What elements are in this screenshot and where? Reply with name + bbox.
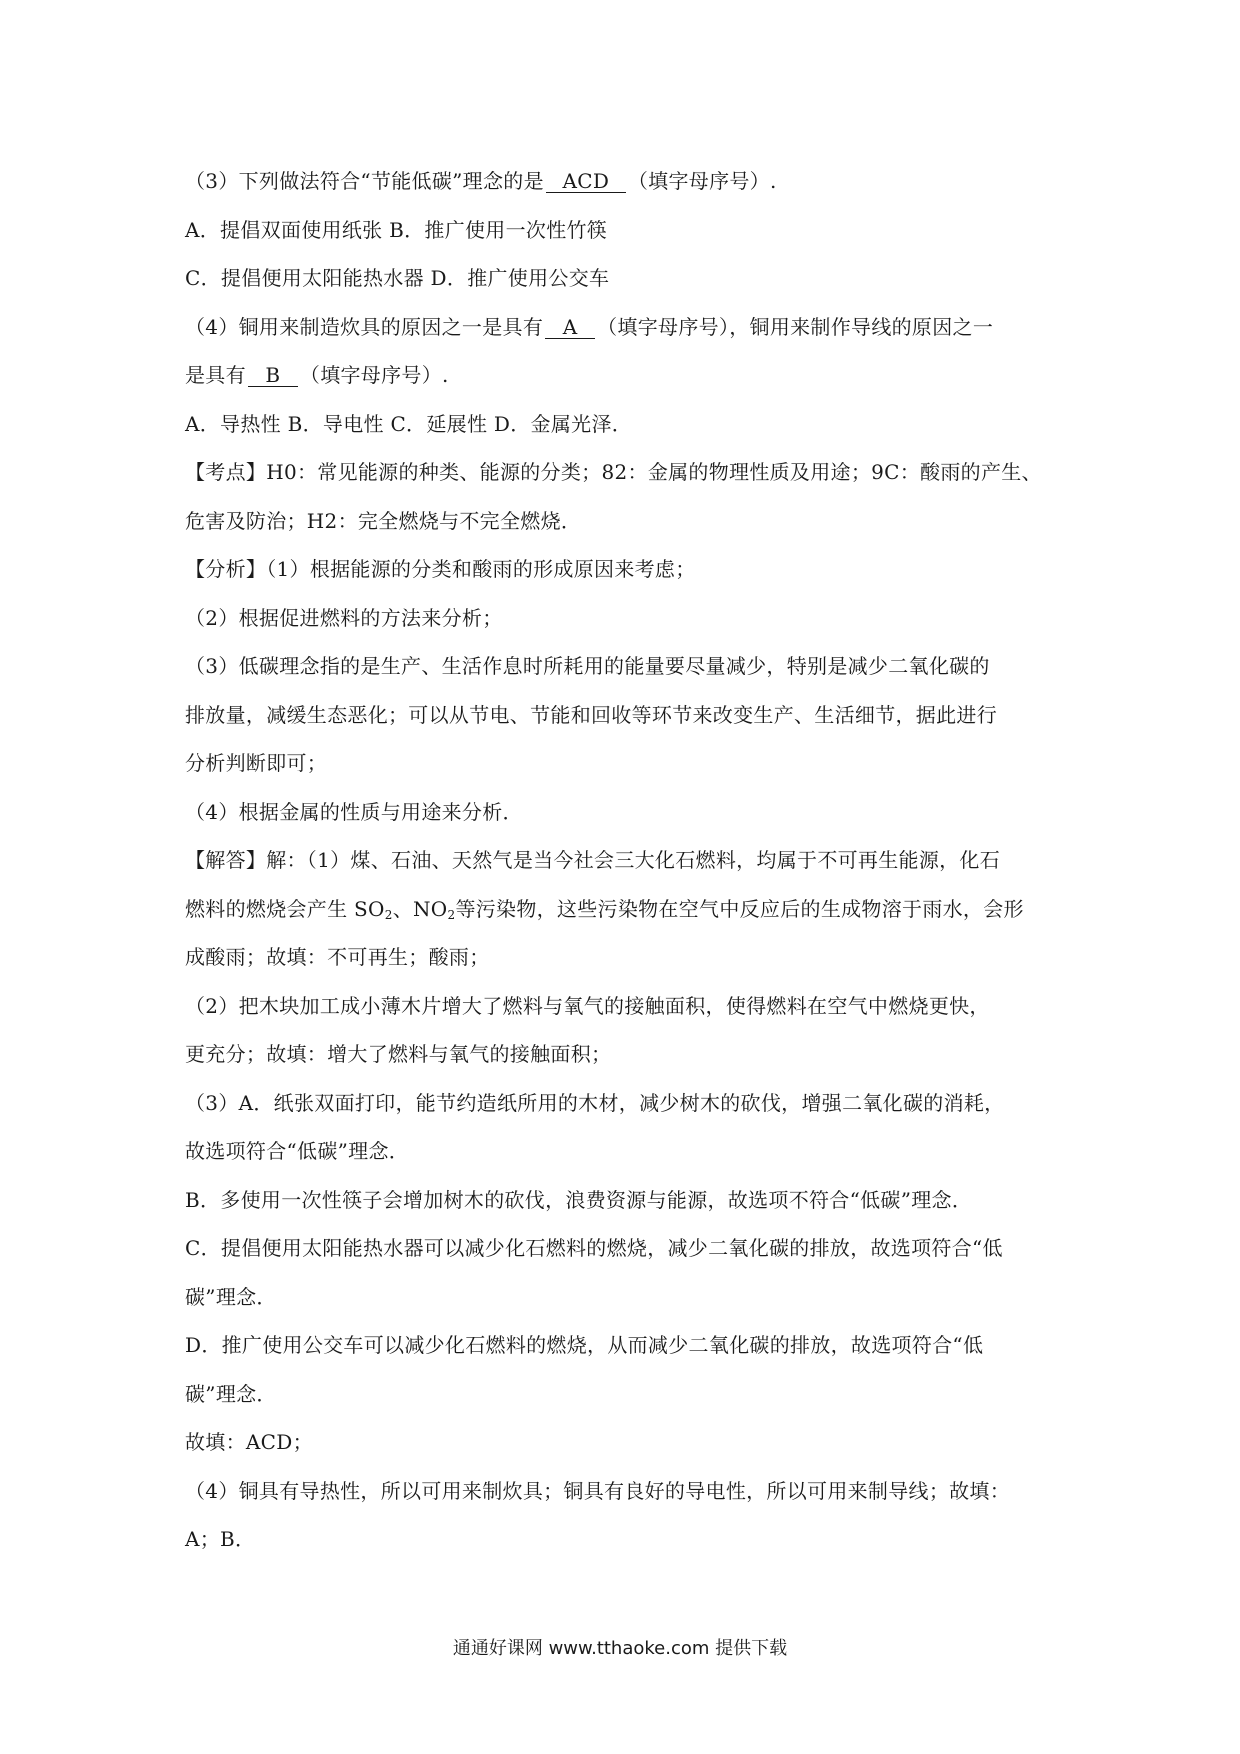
jieda-text-1: 解：（1）煤、石油、天然气是当今社会三大化石燃料，均属于不可再生能源，化石 (266, 848, 1001, 872)
footer-watermark: 通通好课网 www.tthaoke.com 提供下载 (452, 1638, 788, 1659)
fenxi-line-3: （3）低碳理念指的是生产、生活作息时所耗用的能量要尽量减少，特别是减少二氧化碳的 (185, 654, 990, 678)
q4-part3: 是具有 (185, 363, 246, 387)
jieda-text-2a: 燃料的燃烧会产生 SO (185, 896, 385, 921)
jieda-text-2c: 等污染物，这些污染物在空气中反应后的生成物溶于雨水，会形 (455, 896, 1024, 921)
q4-options: A．导热性 B．导电性 C．延展性 D．金属光泽． (185, 411, 633, 436)
jieda-line-13: 故填：ACD； (185, 1430, 313, 1454)
subscript-no2: 2 (447, 907, 456, 922)
q4-answer-blank-2: B (248, 364, 298, 387)
q4-part4: （填字母序号）. (299, 363, 449, 387)
jieda-line-8: B．多使用一次性筷子会增加树木的砍伐，浪费资源与能源，故选项不符合“低碳”理念． (185, 1187, 973, 1212)
q3-options-line-1: A．提倡双面使用纸张 B．推广使用一次性竹筷 (185, 217, 608, 242)
jieda-line-5: 更充分；故填：增大了燃料与氧气的接触面积； (185, 1042, 612, 1066)
question-4-line-2 (185, 351, 1070, 400)
jieda-line-10: 碳”理念． (185, 1284, 277, 1309)
fenxi-label: 【分析】 (185, 557, 267, 581)
jieda-line-2 (185, 885, 1070, 934)
jieda-line-7: 故选项符合“低碳”理念． (185, 1139, 410, 1163)
fenxi-line-6: （4）根据金属的性质与用途来分析． (185, 799, 523, 824)
fenxi-line-2: （2）根据促进燃料的方法来分析； (185, 605, 503, 630)
jieda-line-3: 成酸雨；故填：不可再生；酸雨； (185, 945, 490, 969)
jieda-line-9: C．提倡便用太阳能热水器可以减少化石燃料的燃烧，减少二氧化碳的排放，故选项符合“低 (185, 1236, 1003, 1260)
fenxi-line-5: 分析判断即可； (185, 751, 328, 775)
q3-prefix: （3）下列做法符合“节能低碳”理念的是 (185, 169, 544, 193)
kaodian-text-1: H0：常见能源的种类、能源的分类；82：金属的物理性质及用途；9C：酸雨的产生、 (266, 460, 1042, 484)
subscript-so2: 2 (384, 907, 393, 922)
q3-suffix: （填字母序号）. (627, 169, 777, 193)
jieda-label: 【解答】 (185, 848, 267, 872)
q4-answer-blank-1: A (545, 316, 595, 339)
kaodian-label: 【考点】 (185, 460, 267, 484)
jieda-line-11: D．推广使用公交车可以减少化石燃料的燃烧，从而减少二氧化碳的排放，故选项符合“低 (185, 1333, 984, 1357)
jieda-line-6: （3）A．纸张双面打印，能节约造纸所用的木材，减少树木的砍伐，增强二氧化碳的消耗， (185, 1090, 1005, 1115)
fenxi-line-4: 排放量，减缓生态恶化；可以从节电、节能和回收等环节来改变生产、生活细节，据此进行 (185, 702, 997, 727)
q4-part1: （4）铜用来制造炊具的原因之一是具有 (185, 314, 544, 339)
jieda-line-12: 碳”理念． (185, 1381, 277, 1406)
fenxi-line-1 (185, 545, 1070, 594)
q3-answer-blank: ACD (546, 170, 626, 193)
kaodian-line-1 (185, 448, 1070, 497)
question-4-line-1 (185, 303, 1070, 352)
question-3 (185, 157, 1070, 206)
jieda-text-2b: 、NO (392, 896, 448, 921)
q4-part2: （填字母序号），铜用来制作导线的原因之一 (597, 314, 994, 339)
jieda-line-15: A；B． (185, 1527, 256, 1551)
q3-options-line-2: C．提倡便用太阳能热水器 D．推广使用公交车 (185, 266, 610, 290)
jieda-line-1 (185, 836, 1070, 885)
document-body (185, 157, 1070, 1564)
kaodian-line-2: 危害及防治；H2：完全燃烧与不完全燃烧． (185, 508, 582, 533)
jieda-line-4: （2）把木块加工成小薄木片增大了燃料与氧气的接触面积，使得燃料在空气中燃烧更快， (185, 993, 990, 1018)
jieda-line-14: （4）铜具有导热性，所以可用来制炊具；铜具有良好的导电性，所以可用来制导线；故填： (185, 1478, 1011, 1503)
fenxi-text-1: （1）根据能源的分类和酸雨的形成原因来考虑； (266, 557, 696, 581)
